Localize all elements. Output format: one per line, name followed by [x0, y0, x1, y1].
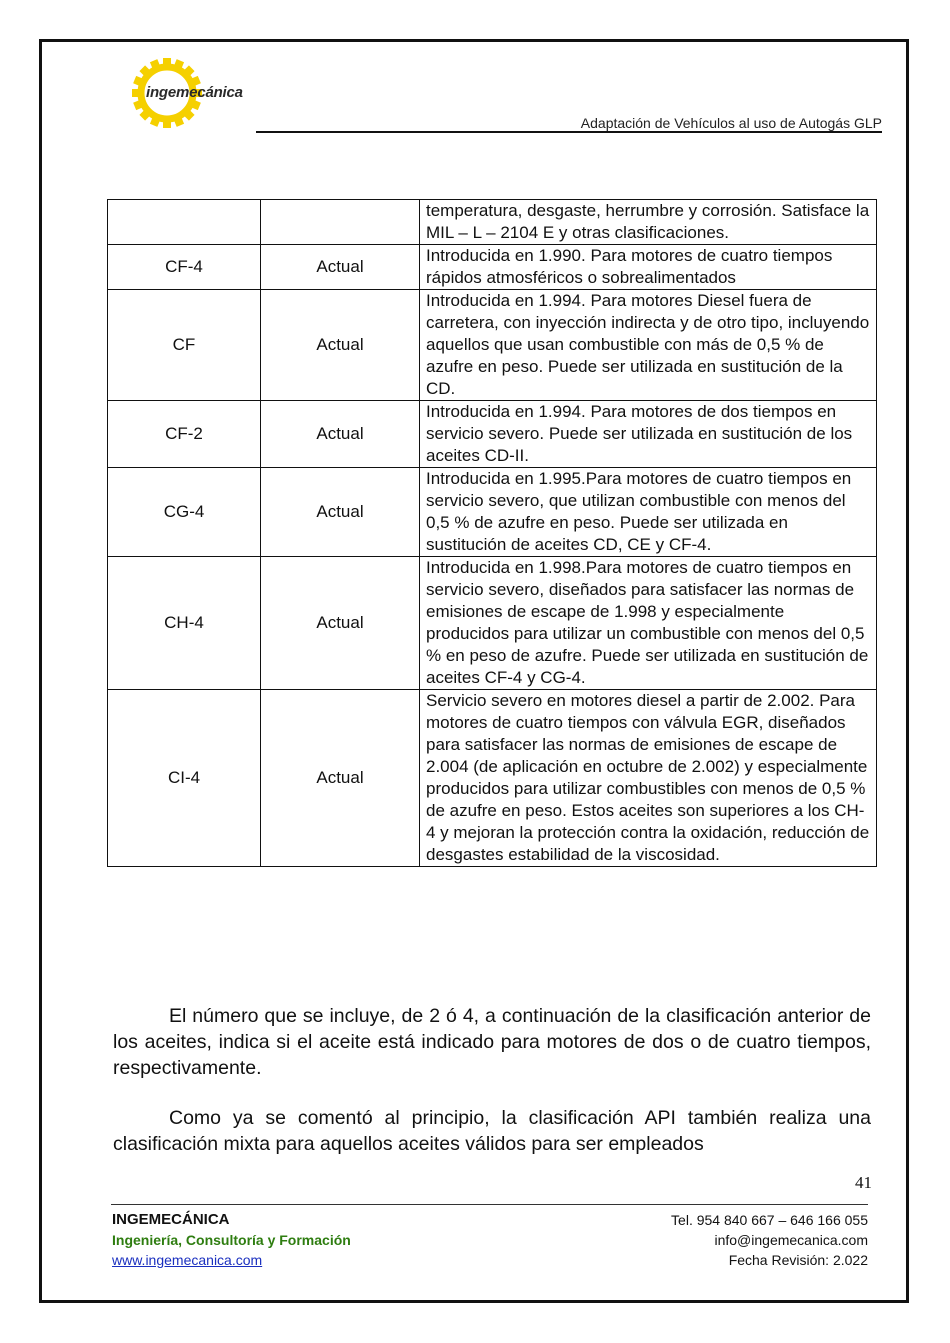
footer-right [671, 1210, 868, 1270]
logo-text: ingemecánica [146, 84, 243, 101]
header-divider [256, 131, 882, 133]
table-row [108, 557, 877, 690]
api-classification-table [107, 199, 877, 867]
cell-code [108, 200, 261, 245]
footer-company: INGEMECÁNICA [112, 1211, 230, 1228]
cell-status: Actual [261, 401, 420, 468]
cell-code: CF [108, 290, 261, 401]
cell-description: Introducida en 1.990. Para motores de cuatro tiempos rápidos atmosféricos o sobrealimentados [420, 245, 877, 290]
footer-left [112, 1210, 351, 1270]
cell-code: CF-2 [108, 401, 261, 468]
cell-description: Introducida en 1.994. Para motores de dos tiempos en servicio severo. Puede ser utilizada en sustitución de los aceites CD-II. [420, 401, 877, 468]
table-row [108, 245, 877, 290]
document-title: Adaptación de Vehículos al uso de Autogás GLP [580, 115, 882, 131]
cell-description: Introducida en 1.995.Para motores de cuatro tiempos en servicio severo, que utilizan combustible con menos del 0,5 % de azufre en peso. Puede ser utilizada en sustitución de aceites CD, CE y CF-4. [420, 468, 877, 557]
footer-tagline: Ingeniería, Consultoría y Formación [112, 1232, 351, 1248]
cell-status: Actual [261, 245, 420, 290]
table-row [108, 290, 877, 401]
cell-description: Servicio severo en motores diesel a partir de 2.002. Para motores de cuatro tiempos con válvula EGR, diseñados para satisfacer las normas de emisiones de escape de 2.004 (de aplicación en octubre de 2.002) y especialmente producidos para utilizar combustibles con menos de 0,5 % de azufre en peso. Estos aceites son superiores a los CH-4 y mejoran la protección contra la oxidación, reducción de desgastes estabilidad de la viscosidad. [420, 690, 877, 867]
cell-status: Actual [261, 557, 420, 690]
cell-code: CF-4 [108, 245, 261, 290]
footer-email: info@ingemecanica.com [714, 1232, 868, 1248]
page-number: 41 [855, 1173, 872, 1192]
cell-description: Introducida en 1.998.Para motores de cuatro tiempos en servicio severo, diseñados para satisfacer las normas de emisiones de escape de 1.998 y especialmente producidos para utilizar un combustible con menos del 0,5 % en peso de azufre. Puede ser utilizada en sustitución de aceites CF-4 y CG-4. [420, 557, 877, 690]
table-row [108, 200, 877, 245]
footer-revision: Fecha Revisión: 2.022 [728, 1252, 868, 1268]
body-paragraph-2: Como ya se comentó al principio, la clasificación API también realiza una clasificación mixta para aquellos aceites válidos para ser empleados [113, 1107, 871, 1155]
table-row [108, 468, 877, 557]
cell-code: CH-4 [108, 557, 261, 690]
cell-status: Actual [261, 290, 420, 401]
cell-status [261, 200, 420, 245]
footer-phone: Tel. 954 840 667 – 646 166 055 [671, 1212, 868, 1228]
cell-description: Introducida en 1.994. Para motores Diesel fuera de carretera, con inyección indirecta y de otro tipo, incluyendo aquellos que usan combustible con más de 0,5 % de azufre en peso. Puede ser utilizada en sustitución de la CD. [420, 290, 877, 401]
cell-description: temperatura, desgaste, herrumbre y corrosión. Satisface la MIL – L – 2104 E y otras clasificaciones. [420, 200, 877, 245]
table-row [108, 401, 877, 468]
cell-status: Actual [261, 690, 420, 867]
cell-status: Actual [261, 468, 420, 557]
body-paragraph-1: El número que se incluye, de 2 ó 4, a continuación de la clasificación anterior de los aceites, indica si el aceite está indicado para motores de dos o de cuatro tiempos, respectivamente. [113, 1005, 871, 1079]
footer-divider [111, 1204, 868, 1205]
table-row [108, 690, 877, 867]
cell-code: CG-4 [108, 468, 261, 557]
cell-code: CI-4 [108, 690, 261, 867]
footer-website-link[interactable]: www.ingemecanica.com [112, 1252, 263, 1268]
